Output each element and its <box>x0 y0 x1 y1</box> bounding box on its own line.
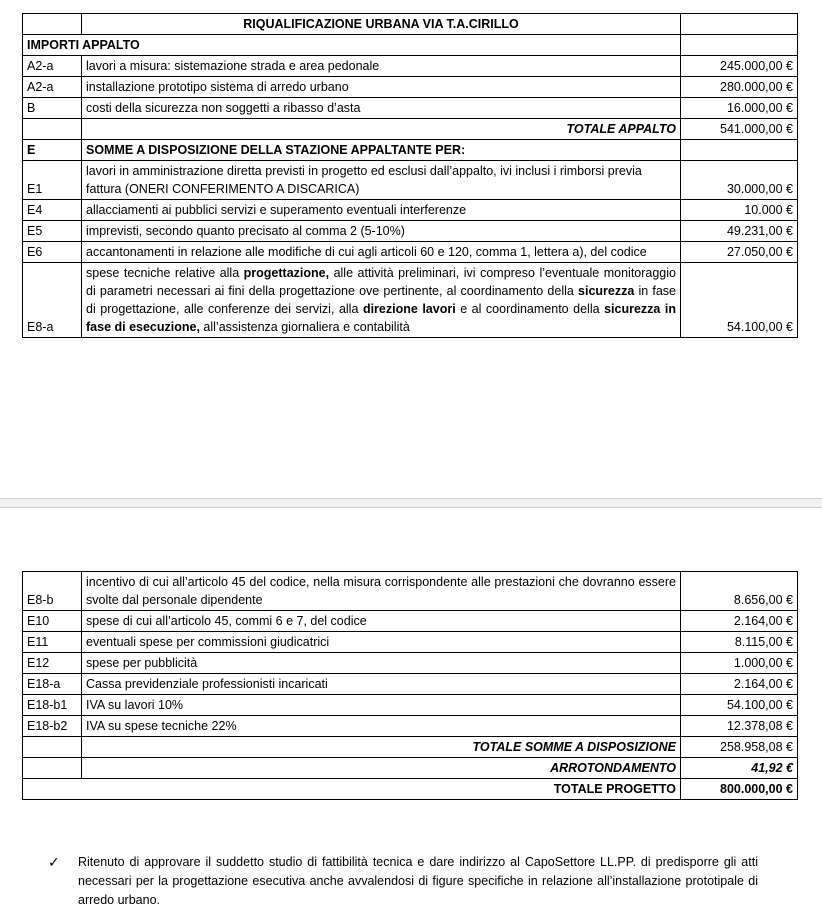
row-amount: 2.164,00 € <box>681 611 798 632</box>
row-code: E10 <box>23 611 82 632</box>
table-row <box>23 674 798 695</box>
arrotondamento-label: ARROTONDAMENTO <box>82 758 681 779</box>
row-description: spese per pubblicità <box>82 653 681 674</box>
totale-somme-row <box>23 737 798 758</box>
somme-code: E <box>23 140 82 161</box>
row-amount: 1.000,00 € <box>681 653 798 674</box>
totale-appalto-value: 541.000,00 € <box>681 119 798 140</box>
row-description: Cassa previdenziale professionisti incaricati <box>82 674 681 695</box>
row-amount: 12.378,08 € <box>681 716 798 737</box>
row-code: E12 <box>23 653 82 674</box>
row-description: IVA su spese tecniche 22% <box>82 716 681 737</box>
importi-heading: IMPORTI APPALTO <box>23 35 681 56</box>
arrotondamento-value: 41,92 € <box>681 758 798 779</box>
row-amount: 8.115,00 € <box>681 632 798 653</box>
table-row <box>23 242 798 263</box>
table-row <box>23 716 798 737</box>
row-code: E18-b1 <box>23 695 82 716</box>
row-description: spese di cui all’articolo 45, commi 6 e 7, del codice <box>82 611 681 632</box>
table-row <box>23 611 798 632</box>
row-description: spese tecniche relative alla progettazione, alle attività preliminari, ivi compreso l’eventuale monitoraggio di parametri necessari ai fini della progettazione ove pertinente, al coordinamento della sicurezza in fase di progettazione, alle conferenze dei servizi, alla direzione lavori e al coordinamento della sicurezza in fase di esecuzione, all’assistenza giornaliera e contabilità <box>82 263 681 338</box>
table-row <box>23 161 798 200</box>
totale-appalto-row <box>23 119 798 140</box>
row-description: imprevisti, secondo quanto precisato al comma 2 (5-10%) <box>82 221 681 242</box>
table-row <box>23 98 798 119</box>
checkmark-icon: ✓ <box>48 854 60 870</box>
row-amount: 280.000,00 € <box>681 77 798 98</box>
row-code: E11 <box>23 632 82 653</box>
table-row <box>23 572 798 611</box>
row-code: E18-b2 <box>23 716 82 737</box>
quadro-economico-table-2 <box>22 571 798 800</box>
approval-note <box>48 853 758 910</box>
row-code: A2-a <box>23 56 82 77</box>
row-code: E8-b <box>23 572 82 611</box>
row-amount: 2.164,00 € <box>681 674 798 695</box>
somme-heading-row <box>23 140 798 161</box>
table-title-row <box>23 14 798 35</box>
row-code: E18-a <box>23 674 82 695</box>
row-amount: 245.000,00 € <box>681 56 798 77</box>
table-row <box>23 56 798 77</box>
row-description: costi della sicurezza non soggetti a ribasso d’asta <box>82 98 681 119</box>
row-code: A2-a <box>23 77 82 98</box>
page-break <box>0 498 822 508</box>
row-amount: 27.050,00 € <box>681 242 798 263</box>
row-code: E4 <box>23 200 82 221</box>
table-row <box>23 77 798 98</box>
row-description: IVA su lavori 10% <box>82 695 681 716</box>
totale-somme-value: 258.958,08 € <box>681 737 798 758</box>
row-description: incentivo di cui all’articolo 45 del codice, nella misura corrispondente alle prestazioni che dovranno essere svolte dal personale dipendente <box>82 572 681 611</box>
row-amount: 54.100,00 € <box>681 263 798 338</box>
table-row <box>23 653 798 674</box>
row-description: installazione prototipo sistema di arredo urbano <box>82 77 681 98</box>
row-amount: 16.000,00 € <box>681 98 798 119</box>
row-description: allacciamenti ai pubblici servizi e superamento eventuali interferenze <box>82 200 681 221</box>
row-code: B <box>23 98 82 119</box>
arrotondamento-row <box>23 758 798 779</box>
table-row <box>23 632 798 653</box>
row-amount: 30.000,00 € <box>681 161 798 200</box>
somme-heading: SOMME A DISPOSIZIONE DELLA STAZIONE APPALTANTE PER: <box>82 140 681 161</box>
row-amount: 10.000 € <box>681 200 798 221</box>
table-row <box>23 263 798 338</box>
totale-somme-label: TOTALE SOMME A DISPOSIZIONE <box>82 737 681 758</box>
row-code: E1 <box>23 161 82 200</box>
table-row <box>23 200 798 221</box>
project-title: RIQUALIFICAZIONE URBANA VIA T.A.CIRILLO <box>82 14 681 35</box>
row-amount: 8.656,00 € <box>681 572 798 611</box>
row-code: E5 <box>23 221 82 242</box>
totale-progetto-label: TOTALE PROGETTO <box>23 779 681 800</box>
approval-note-text: Ritenuto di approvare il suddetto studio di fattibilità tecnica e dare indirizzo al CapoSettore LL.PP. di predisporre gli atti necessari per la progettazione esecutiva anche avvalendosi di figure specifiche in relazione all’installazione prototipale di arredo urbano. <box>78 855 758 907</box>
row-description: eventuali spese per commissioni giudicatrici <box>82 632 681 653</box>
row-amount: 54.100,00 € <box>681 695 798 716</box>
table-row <box>23 695 798 716</box>
totale-progetto-row <box>23 779 798 800</box>
row-code: E8-a <box>23 263 82 338</box>
row-code: E6 <box>23 242 82 263</box>
table-row <box>23 221 798 242</box>
totale-progetto-value: 800.000,00 € <box>681 779 798 800</box>
quadro-economico-table-1 <box>22 13 798 338</box>
row-description: lavori in amministrazione diretta previsti in progetto ed esclusi dall’appalto, ivi inclusi i rimborsi previa fattura (ONERI CONFERIMENTO A DISCARICA) <box>82 161 681 200</box>
row-amount: 49.231,00 € <box>681 221 798 242</box>
row-description: accantonamenti in relazione alle modifiche di cui agli articoli 60 e 120, comma 1, lettera a), del codice <box>82 242 681 263</box>
totale-appalto-label: TOTALE APPALTO <box>82 119 681 140</box>
row-description: lavori a misura: sistemazione strada e area pedonale <box>82 56 681 77</box>
importi-heading-row <box>23 35 798 56</box>
